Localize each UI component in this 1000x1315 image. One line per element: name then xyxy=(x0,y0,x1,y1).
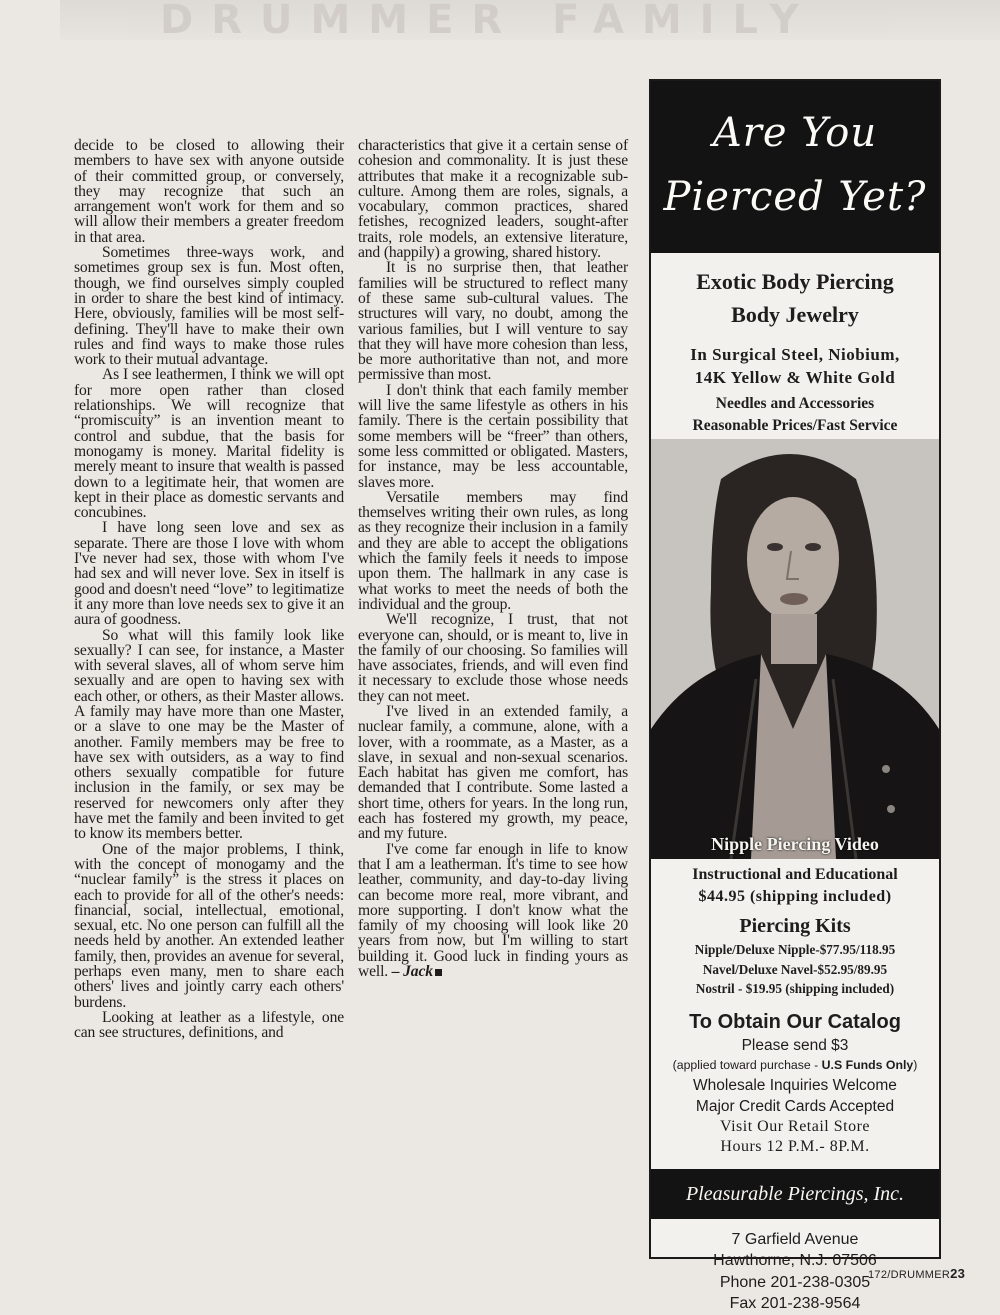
video-price: $44.95 (shipping included) xyxy=(698,888,892,905)
ad-services xyxy=(651,393,939,437)
kit-nipple: Nipple/Deluxe Nipple-$77.95/118.95 xyxy=(694,942,896,957)
paragraph: I have long seen love and sex as separate. There are those I love with whom I've never had sex, those with whom I've had sex and will never love. Sex in itself is good and doesn't need “love” to legitimatize it any more than love needs sex to give it an aura of goodness. xyxy=(74,519,344,629)
catalog-note-a: (applied toward purchase - xyxy=(672,1057,822,1072)
catalog-note-b: U.S Funds Only xyxy=(821,1057,914,1072)
address-street: 7 Garfield Avenue xyxy=(731,1230,859,1248)
materials-line-1: In Surgical Steel, Niobium, xyxy=(690,345,900,364)
credit-cards-line: Major Credit Cards Accepted xyxy=(695,1097,895,1115)
kit-nostril: Nostril - $19.95 (shipping included) xyxy=(695,981,895,996)
phone-number: Phone 201-238-0305 xyxy=(719,1273,871,1291)
catalog-note-c: ) xyxy=(913,1057,918,1072)
author-signature: – Jack xyxy=(391,963,433,981)
address-city: Hawthorne, N.J. 07506 xyxy=(713,1252,877,1269)
paragraph: As I see leathermen, I think we will opt for more open rather than closed relationships. We will recognize that “promiscuity” is an invention meant to control and subdue, that the basis for monogamy is money. Marital fidelity is merely meant to insure that wealth is passed down to a legitimate heir, that women are kept in their place as domestic servants and concubines. xyxy=(74,366,344,522)
bleed-through-text: DRUMMER FAMILY xyxy=(160,0,817,40)
page-number: 23 xyxy=(950,1266,966,1281)
paragraph: Looking at leather as a lifestyle, one can see structures, definitions, and xyxy=(74,1008,344,1042)
photo-caption: Nipple Piercing Video xyxy=(711,834,879,854)
paragraph: I've lived in an extended family, a nuclear family, a commune, alone, with a lover, with a roommate, as a Master, as a slave, in sexual and non-sexual scenarios. Each habitat has given me comfort, has demanded that I contribute. Some lasted a short time, others for years. In the long run, each has fostered my growth, my peace, and my future. xyxy=(358,702,628,843)
ad-materials xyxy=(651,343,939,389)
ad-title xyxy=(651,265,939,331)
article-column-2 xyxy=(358,138,628,979)
kit-navel: Navel/Deluxe Navel-$52.95/89.95 xyxy=(702,961,888,977)
fax-number: Fax 201-238-9564 xyxy=(729,1295,861,1312)
catalog-title: To Obtain Our Catalog xyxy=(689,1010,901,1033)
needles-line: Needles and Accessories xyxy=(715,395,875,412)
video-line-1: Instructional and Educational xyxy=(692,866,898,883)
model-photo-illustration xyxy=(651,439,939,859)
paragraph: Versatile members may find themselves writing their own rules, as long as they recognize their inclusion in a family and they are able to accept the obligations which the family feels it needs to impose upon them. The hallmark in any case is what works to meet the needs of both the individual and the group. xyxy=(358,488,628,613)
ad-headline-line-1: Are You xyxy=(712,110,878,156)
visit-store-line: Visit Our Retail Store xyxy=(719,1117,871,1135)
model-photo xyxy=(651,439,939,859)
materials-line-2: 14K Yellow & White Gold xyxy=(694,368,896,387)
paragraph: decide to be closed to allowing their members to have sex with anyone outside of their committed group, or conversely, they may recognize that such an arrangement won't work for them and so will allow their members a greater freedom in that area. xyxy=(74,137,344,246)
paragraph: characteristics that give it a certain sense of cohesion and commonality. It is just these attributes that make it a recognizable sub-culture. Among them are roles, signals, a vocabulary, common practices, shared fetishes, recognized leaders, sought-after traits, role models, an extensive literature, and (happily) a growing, shared history. xyxy=(358,137,628,262)
catalog-note xyxy=(651,1056,939,1075)
wholesale-line: Wholesale Inquiries Welcome xyxy=(693,1076,897,1094)
catalog-info xyxy=(651,1009,939,1157)
ad-title-line-2: Body Jewelry xyxy=(731,302,859,327)
paragraph: We'll recognize, I trust, that not everyone can, should, or is meant to, live in the family of our choosing. So families will have associates, friends, and will even find it necessary to exclude those whose needs they can not meet. xyxy=(358,611,628,705)
paragraph: It is no surprise then, that leather families will be structured to reflect many of these same sub-cultural values. The structures will vary, no doubt, among the various families, but I will venture to say that they will have more cohesion than less, be more authoritative than not, and more permissive than most. xyxy=(358,259,628,384)
ad-title-line-1: Exotic Body Piercing xyxy=(696,269,894,294)
paragraph: So what will this family look like sexually? I can see, for instance, a Master with several slaves, all of whom serve him sexually and are open to having sex with each other, or others, as their Master allows. A family may have more than one Master, or a slave to one may be the Master of another. Family members may be free to have sex with outsiders, as a way to find others sexually compatible for future inclusion in the family, or sex may be reserved for newcomers only after they have met the family and been invited to get to know its members better. xyxy=(74,626,344,843)
company-name-banner: Pleasurable Piercings, Inc. xyxy=(651,1169,939,1219)
video-info xyxy=(651,863,939,999)
catalog-price: Please send $3 xyxy=(741,1036,849,1054)
article-column-1 xyxy=(74,138,344,1041)
paragraph: Sometimes three-ways work, and sometimes group sex is fun. Most often, though, we find ourselves simply coupled in order to share the best kind of intimacy. Here, obviously, families will be most self-defining. They'll have to make their own rules and find ways to make those rules work to their mutual advantage. xyxy=(74,244,344,369)
bleed-through-header xyxy=(60,0,1000,40)
paragraph: One of the major problems, I think, with the concept of monogamy and the “nuclear family” is the stress it places on each to provide for all of the other's needs: financial, social, intellectual, emotional, sexual, etc. No one person can fulfill all the needs held by another. An extended leather family, then, provides an avenue for several, perhaps even many, men to share each others' lives and jointly carry each others' burdens. xyxy=(74,840,344,1011)
prices-line: Reasonable Prices/Fast Service xyxy=(692,417,898,434)
final-paragraph-text: I've come far enough in life to know that I am a leatherman. It's time to see how leather, community, and day-to-day living can become more real, more vibrant, and more supporting. I don't know what the family of my choosing will look like 20 years from now, but I'm willing to start building it. Good luck in finding yours as well. xyxy=(358,840,628,981)
kits-title: Piercing Kits xyxy=(739,915,851,937)
folio-issue: 172/DRUMMER xyxy=(868,1269,951,1281)
paragraph: I don't think that each family member will live the same lifestyle as others in his family. There is the certain possibility that some members will be “freer” than others, some less committed or obligated. Masters, for instance, may be less accountable, slaves more. xyxy=(358,381,628,491)
end-mark xyxy=(435,969,442,976)
page-folio xyxy=(868,1266,965,1281)
ad-headline-block xyxy=(651,81,939,253)
paragraph-final xyxy=(358,842,628,980)
store-hours: Hours 12 P.M.- 8P.M. xyxy=(720,1137,870,1155)
ad-headline-line-2: Pierced Yet? xyxy=(663,174,927,220)
